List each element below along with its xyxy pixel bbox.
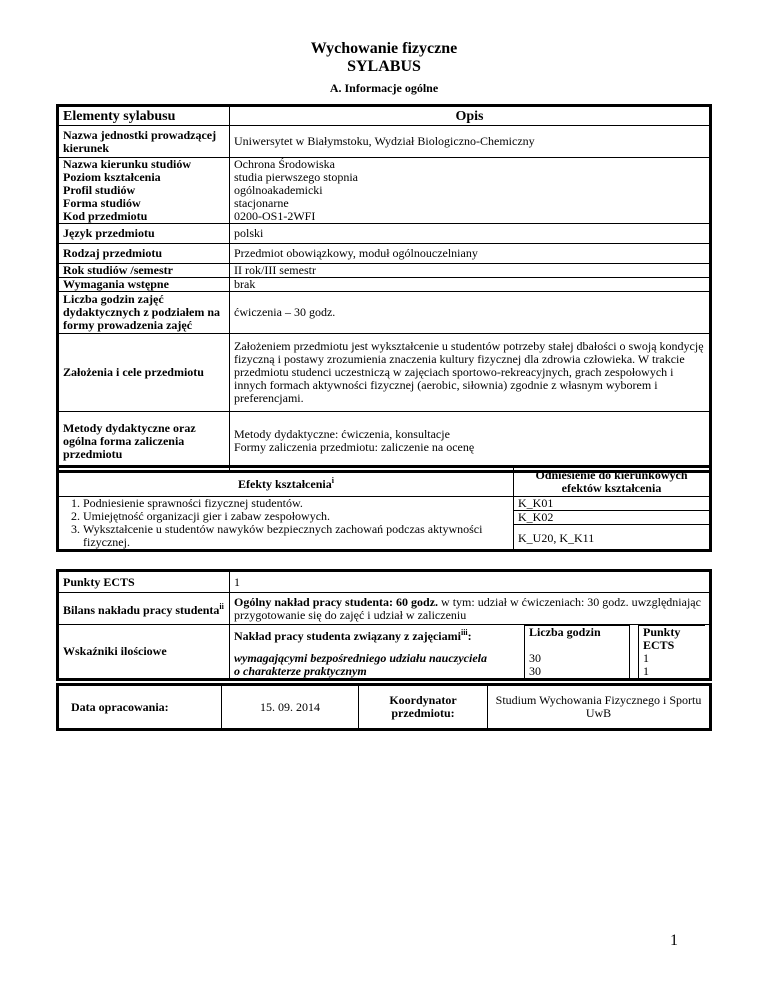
reference-header: Odniesienie do kierunkowych efektów kształcenia [514, 467, 711, 497]
table-row [58, 571, 711, 593]
table-row [58, 593, 711, 625]
table-row [58, 334, 711, 412]
table-row [58, 158, 711, 224]
date-label: Data opracowania: [58, 685, 222, 730]
bilans-label: Bilans nakładu pracy studenta$^{ii}$ [58, 593, 230, 625]
table-row [58, 685, 711, 730]
reference-item: K_U20, K_K11 [518, 531, 595, 545]
col-description-header: Opis [230, 106, 711, 126]
row-value: polski [230, 224, 711, 244]
row-value: Przedmiot obowiązkowy, moduł ogólnouczelniany [230, 244, 711, 264]
row-value: ćwiczenia – 30 godz. [230, 292, 711, 334]
workload-row-ects: 1 [639, 652, 706, 665]
reference-cell [514, 497, 711, 551]
table-row [58, 264, 711, 278]
effects-list [61, 497, 509, 549]
table-row [58, 126, 711, 158]
workload-table [234, 625, 705, 678]
row-label: Metody dydaktyczne oraz ogólna forma zaliczenia przedmiotu [58, 412, 230, 472]
row-value: Ochrona Środowiska studia pierwszego stopnia ogólnoakademicki stacjonarne 0200-OS1-2WFI [230, 158, 711, 224]
row-label: Nazwa jednostki prowadzącej kierunek [58, 126, 230, 158]
row-value: Założeniem przedmiotu jest wykształcenie u studentów potrzeby stałej dbałości o swoją kondycję fizyczną i postawy zrozumienia znaczenia kultury fizycznej dla zdrowia człowieka. W trakcie przedmiotu studenci uczestniczą w zajęciach sportowo-rekreacyjnych, grach zespołowych i innych formach aktywności fizycznej (aerobic, siłownia) zgodnie z własnym wyborem i preferencjami. [230, 334, 711, 412]
row-label: Nazwa kierunku studiów Poziom kształcenia Profil studiów Forma studiów Kod przedmiotu [58, 158, 230, 224]
table-row [58, 497, 711, 551]
workload-row-hours: 30 [525, 652, 630, 665]
wskazniki-value [230, 625, 711, 680]
info-table [56, 104, 712, 473]
row-label: Wymagania wstępne [58, 278, 230, 292]
table-row [58, 278, 711, 292]
col-elements-header: Elementy sylabusu [58, 106, 230, 126]
effects-header-row [58, 467, 711, 497]
list-item: 2. Umiejętność organizacji gier i zabaw zespołowych. [83, 510, 509, 523]
document-title: Wychowanie fizyczne [310, 40, 458, 57]
table-row [58, 292, 711, 334]
table-row [58, 625, 711, 680]
page-number: 1 [670, 932, 678, 949]
coordinator-label: Koordynator przedmiotu: [359, 685, 488, 730]
list-item: 3. Wykształcenie u studentów nawyków bezpiecznych zachowań podczas aktywności fizycznej. [83, 523, 509, 549]
row-value: Uniwersytet w Białymstoku, Wydział Biologiczno-Chemiczny [230, 126, 711, 158]
row-label: Język przedmiotu [58, 224, 230, 244]
workload-row-hours: 30 [525, 665, 630, 678]
row-value: Metody dydaktyczne: ćwiczenia, konsultacje Formy zaliczenia przedmiotu: zaliczenie na ocenę [230, 412, 711, 472]
ects-table [56, 569, 712, 681]
workload-header: Nakład pracy studenta związany z zajęciami$^{iii}$: [234, 627, 472, 643]
list-item: 1. Podniesienie sprawności fizycznej studentów. [83, 497, 509, 510]
table-row [58, 412, 711, 472]
coordinator-value: Studium Wychowania Fizycznego i Sportu UwB [488, 685, 711, 730]
wskazniki-label: Wskaźniki ilościowe [58, 625, 230, 680]
row-label: Rodzaj przedmiotu [58, 244, 230, 264]
col-hours-header: Liczba godzin [525, 626, 630, 653]
row-label: Założenia i cele przedmiotu [58, 334, 230, 412]
ects-label: Punkty ECTS [58, 571, 230, 593]
workload-row-ects: 1 [639, 665, 706, 678]
section-heading: A. Informacje ogólne [329, 81, 439, 95]
bilans-value: Ogólny nakład pracy studenta: 60 godz. w tym: udział w ćwiczeniach: 30 godz. uwzględniając przygotowanie się do zajęć i udział w zaliczeniu [230, 593, 711, 625]
footer-table [56, 683, 712, 731]
row-label: Liczba godzin zajęć dydaktycznych z podziałem na formy prowadzenia zajęć [58, 292, 230, 334]
effects-table [56, 465, 712, 552]
info-table-header [58, 106, 711, 126]
ects-value: 1 [230, 571, 711, 593]
reference-item: K_K01 [514, 497, 709, 511]
workload-row-label: o charakterze praktycznym [234, 664, 367, 678]
reference-item: K_K02 [514, 511, 709, 525]
effects-list-cell [58, 497, 514, 551]
row-label: Rok studiów /semestr [58, 264, 230, 278]
date-value: 15. 09. 2014 [222, 685, 359, 730]
table-row [58, 244, 711, 264]
table-row [58, 224, 711, 244]
document-subtitle: SYLABUS [347, 58, 421, 75]
workload-row-label: wymagającymi bezpośredniego udziału nauczyciela [234, 651, 487, 665]
effects-header: Efekty kształcenia$^i$ [58, 467, 514, 497]
row-value: brak [230, 278, 711, 292]
row-value: II rok/III semestr [230, 264, 711, 278]
col-ects-header: Punkty ECTS [639, 626, 706, 653]
